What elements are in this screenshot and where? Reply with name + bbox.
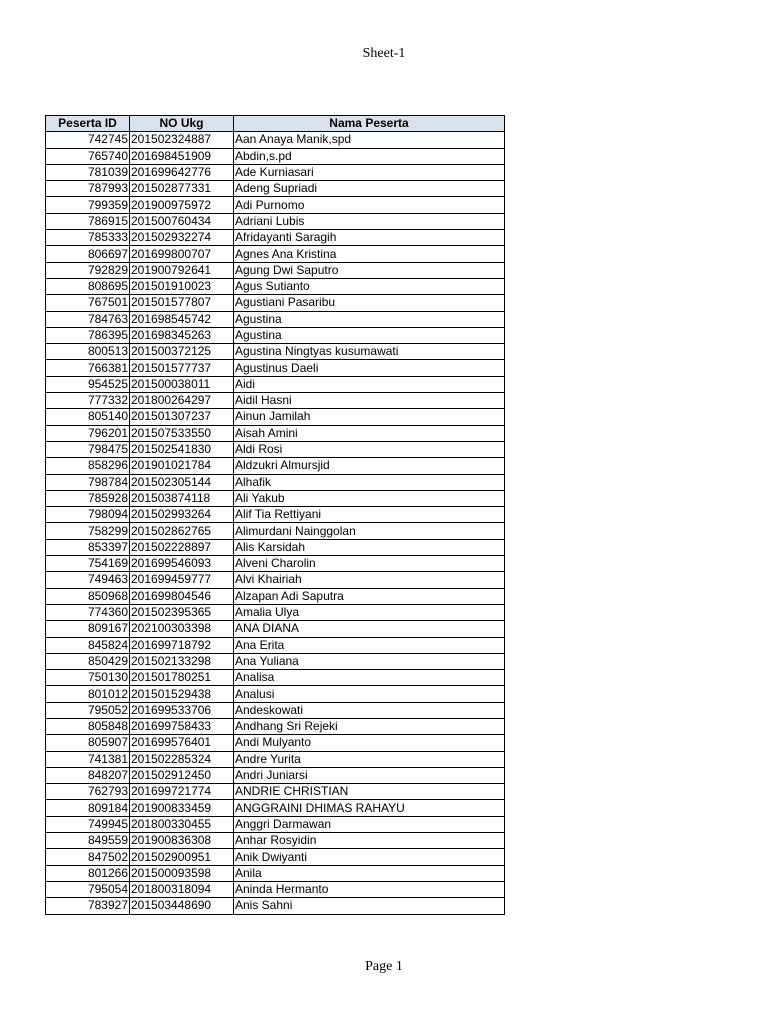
peserta-id-cell: 766381 — [46, 360, 130, 376]
nama-peserta-cell: Ana Yuliana — [234, 653, 505, 669]
peserta-id-cell: 809167 — [46, 621, 130, 637]
no-ukg-cell: 201800264297 — [130, 393, 234, 409]
nama-peserta-cell: Alif Tia Rettiyani — [234, 507, 505, 523]
table-row — [46, 653, 505, 669]
table-row — [46, 849, 505, 865]
peserta-id-cell: 785333 — [46, 230, 130, 246]
column-header-nama-peserta: Nama Peserta — [234, 116, 505, 132]
no-ukg-cell: 201900833459 — [130, 800, 234, 816]
table-row — [46, 588, 505, 604]
peserta-id-cell: 787993 — [46, 181, 130, 197]
peserta-id-cell: 799359 — [46, 197, 130, 213]
nama-peserta-cell: Alis Karsidah — [234, 539, 505, 555]
peserta-id-cell: 784763 — [46, 311, 130, 327]
nama-peserta-cell: Alveni Charolin — [234, 556, 505, 572]
no-ukg-cell: 201503448690 — [130, 898, 234, 914]
no-ukg-cell: 201501577737 — [130, 360, 234, 376]
no-ukg-cell: 201699546093 — [130, 556, 234, 572]
table-row — [46, 490, 505, 506]
peserta-id-cell: 792829 — [46, 262, 130, 278]
nama-peserta-cell: Agung Dwi Saputro — [234, 262, 505, 278]
no-ukg-cell: 201699576401 — [130, 735, 234, 751]
table-row — [46, 262, 505, 278]
no-ukg-cell: 201500760434 — [130, 213, 234, 229]
nama-peserta-cell: ANDRIE CHRISTIAN — [234, 784, 505, 800]
no-ukg-cell: 201501529438 — [130, 686, 234, 702]
nama-peserta-cell: Anis Sahni — [234, 898, 505, 914]
peserta-id-cell: 849559 — [46, 833, 130, 849]
nama-peserta-cell: Andri Juniarsi — [234, 767, 505, 783]
no-ukg-cell: 201699721774 — [130, 784, 234, 800]
peserta-id-cell: 801012 — [46, 686, 130, 702]
no-ukg-cell: 201502877331 — [130, 181, 234, 197]
no-ukg-cell: 202100303398 — [130, 621, 234, 637]
nama-peserta-cell: Aan Anaya Manik,spd — [234, 132, 505, 148]
peserta-id-cell: 749945 — [46, 816, 130, 832]
peserta-id-cell: 800513 — [46, 344, 130, 360]
no-ukg-cell: 201507533550 — [130, 425, 234, 441]
table-row — [46, 148, 505, 164]
column-header-no-ukg: NO Ukg — [130, 116, 234, 132]
nama-peserta-cell: Aidi — [234, 376, 505, 392]
nama-peserta-cell: Adeng Supriadi — [234, 181, 505, 197]
no-ukg-cell: 201699642776 — [130, 164, 234, 180]
peserta-id-cell: 774360 — [46, 604, 130, 620]
table-row — [46, 751, 505, 767]
table-row — [46, 458, 505, 474]
table-row — [46, 132, 505, 148]
no-ukg-cell: 201502900951 — [130, 849, 234, 865]
peserta-id-cell: 758299 — [46, 523, 130, 539]
peserta-id-cell: 809184 — [46, 800, 130, 816]
nama-peserta-cell: Amalia Ulya — [234, 604, 505, 620]
peserta-id-cell: 845824 — [46, 637, 130, 653]
no-ukg-cell: 201502305144 — [130, 474, 234, 490]
no-ukg-cell: 201698451909 — [130, 148, 234, 164]
table-row — [46, 246, 505, 262]
nama-peserta-cell: Aldzukri Almursjid — [234, 458, 505, 474]
nama-peserta-cell: Adi Purnomo — [234, 197, 505, 213]
peserta-id-cell: 853397 — [46, 539, 130, 555]
peserta-id-cell: 805848 — [46, 718, 130, 734]
table-row — [46, 865, 505, 881]
table-body — [46, 132, 505, 914]
table-row — [46, 604, 505, 620]
no-ukg-cell: 201800330455 — [130, 816, 234, 832]
peserta-id-cell: 850968 — [46, 588, 130, 604]
table-header-row — [46, 116, 505, 132]
nama-peserta-cell: ANGGRAINI DHIMAS RAHAYU — [234, 800, 505, 816]
no-ukg-cell: 201502862765 — [130, 523, 234, 539]
peserta-id-cell: 783927 — [46, 898, 130, 914]
peserta-id-cell: 858296 — [46, 458, 130, 474]
table-row — [46, 881, 505, 897]
nama-peserta-cell: Aidil Hasni — [234, 393, 505, 409]
table-row — [46, 344, 505, 360]
nama-peserta-cell: Ana Erita — [234, 637, 505, 653]
nama-peserta-cell: Alimurdani Nainggolan — [234, 523, 505, 539]
peserta-id-cell: 850429 — [46, 653, 130, 669]
no-ukg-cell: 201699800707 — [130, 246, 234, 262]
peserta-id-cell: 741381 — [46, 751, 130, 767]
peserta-id-cell: 786915 — [46, 213, 130, 229]
table-row — [46, 898, 505, 914]
peserta-id-cell: 847502 — [46, 849, 130, 865]
table-row — [46, 670, 505, 686]
no-ukg-cell: 201502395365 — [130, 604, 234, 620]
peserta-id-cell: 805140 — [46, 409, 130, 425]
sheet-title: Sheet-1 — [362, 46, 406, 61]
table-row — [46, 735, 505, 751]
table-row — [46, 230, 505, 246]
peserta-id-cell: 798094 — [46, 507, 130, 523]
nama-peserta-cell: Aninda Hermanto — [234, 881, 505, 897]
table-row — [46, 474, 505, 490]
no-ukg-cell: 201699718792 — [130, 637, 234, 653]
nama-peserta-cell: Aldi Rosi — [234, 441, 505, 457]
no-ukg-cell: 201699804546 — [130, 588, 234, 604]
nama-peserta-cell: ANA DIANA — [234, 621, 505, 637]
nama-peserta-cell: Agustina Ningtyas kusumawati — [234, 344, 505, 360]
no-ukg-cell: 201501577807 — [130, 295, 234, 311]
nama-peserta-cell: Anik Dwiyanti — [234, 849, 505, 865]
table-row — [46, 295, 505, 311]
nama-peserta-cell: Anhar Rosyidin — [234, 833, 505, 849]
table-row — [46, 556, 505, 572]
peserta-id-cell: 765740 — [46, 148, 130, 164]
no-ukg-cell: 201698545742 — [130, 311, 234, 327]
peserta-id-cell: 767501 — [46, 295, 130, 311]
no-ukg-cell: 201500038011 — [130, 376, 234, 392]
table-row — [46, 441, 505, 457]
column-header-peserta-id: Peserta ID — [46, 116, 130, 132]
nama-peserta-cell: Analisa — [234, 670, 505, 686]
no-ukg-cell: 201699533706 — [130, 702, 234, 718]
peserta-id-cell: 777332 — [46, 393, 130, 409]
peserta-id-cell: 754169 — [46, 556, 130, 572]
peserta-id-cell: 806697 — [46, 246, 130, 262]
no-ukg-cell: 201901021784 — [130, 458, 234, 474]
nama-peserta-cell: Agustiani Pasaribu — [234, 295, 505, 311]
nama-peserta-cell: Ade Kurniasari — [234, 164, 505, 180]
table-row — [46, 784, 505, 800]
nama-peserta-cell: Adriani Lubis — [234, 213, 505, 229]
peserta-id-cell: 848207 — [46, 767, 130, 783]
peserta-id-cell: 798475 — [46, 441, 130, 457]
no-ukg-cell: 201800318094 — [130, 881, 234, 897]
no-ukg-cell: 201500372125 — [130, 344, 234, 360]
no-ukg-cell: 201699459777 — [130, 572, 234, 588]
nama-peserta-cell: Alzapan Adi Saputra — [234, 588, 505, 604]
table-row — [46, 425, 505, 441]
nama-peserta-cell: Anggri Darmawan — [234, 816, 505, 832]
table-row — [46, 197, 505, 213]
no-ukg-cell: 201502324887 — [130, 132, 234, 148]
no-ukg-cell: 201501910023 — [130, 278, 234, 294]
no-ukg-cell: 201502285324 — [130, 751, 234, 767]
table-row — [46, 311, 505, 327]
no-ukg-cell: 201900792641 — [130, 262, 234, 278]
table-row — [46, 539, 505, 555]
peserta-id-cell: 786395 — [46, 327, 130, 343]
table-row — [46, 327, 505, 343]
no-ukg-cell: 201501780251 — [130, 670, 234, 686]
nama-peserta-cell: Anila — [234, 865, 505, 881]
nama-peserta-cell: Andhang Sri Rejeki — [234, 718, 505, 734]
table-row — [46, 637, 505, 653]
participant-table — [45, 115, 505, 915]
nama-peserta-cell: Agus Sutianto — [234, 278, 505, 294]
table-row — [46, 360, 505, 376]
nama-peserta-cell: Agustina — [234, 311, 505, 327]
nama-peserta-cell: Agnes Ana Kristina — [234, 246, 505, 262]
table-row — [46, 393, 505, 409]
table-row — [46, 686, 505, 702]
nama-peserta-cell: Ali Yakub — [234, 490, 505, 506]
no-ukg-cell: 201501307237 — [130, 409, 234, 425]
table-row — [46, 409, 505, 425]
no-ukg-cell: 201900975972 — [130, 197, 234, 213]
peserta-id-cell: 954525 — [46, 376, 130, 392]
no-ukg-cell: 201500093598 — [130, 865, 234, 881]
table-row — [46, 376, 505, 392]
peserta-id-cell: 801266 — [46, 865, 130, 881]
table-row — [46, 816, 505, 832]
peserta-id-cell: 742745 — [46, 132, 130, 148]
no-ukg-cell: 201502228897 — [130, 539, 234, 555]
nama-peserta-cell: Andre Yurita — [234, 751, 505, 767]
peserta-id-cell: 796201 — [46, 425, 130, 441]
nama-peserta-cell: Abdin,s.pd — [234, 148, 505, 164]
peserta-id-cell: 798784 — [46, 474, 130, 490]
nama-peserta-cell: Andi Mulyanto — [234, 735, 505, 751]
no-ukg-cell: 201502912450 — [130, 767, 234, 783]
table-row — [46, 718, 505, 734]
nama-peserta-cell: Alvi Khairiah — [234, 572, 505, 588]
peserta-id-cell: 762793 — [46, 784, 130, 800]
no-ukg-cell: 201503874118 — [130, 490, 234, 506]
nama-peserta-cell: Ainun Jamilah — [234, 409, 505, 425]
peserta-id-cell: 805907 — [46, 735, 130, 751]
page-number: Page 1 — [365, 959, 403, 974]
peserta-id-cell: 795054 — [46, 881, 130, 897]
no-ukg-cell: 201900836308 — [130, 833, 234, 849]
table-row — [46, 800, 505, 816]
nama-peserta-cell: Alhafik — [234, 474, 505, 490]
table-row — [46, 702, 505, 718]
table-row — [46, 181, 505, 197]
nama-peserta-cell: Agustinus Daeli — [234, 360, 505, 376]
no-ukg-cell: 201698345263 — [130, 327, 234, 343]
table-row — [46, 621, 505, 637]
nama-peserta-cell: Andeskowati — [234, 702, 505, 718]
nama-peserta-cell: Analusi — [234, 686, 505, 702]
no-ukg-cell: 201502133298 — [130, 653, 234, 669]
table-row — [46, 572, 505, 588]
peserta-id-cell: 750130 — [46, 670, 130, 686]
peserta-id-cell: 749463 — [46, 572, 130, 588]
peserta-id-cell: 808695 — [46, 278, 130, 294]
peserta-id-cell: 785928 — [46, 490, 130, 506]
table-row — [46, 213, 505, 229]
table-row — [46, 507, 505, 523]
table-row — [46, 833, 505, 849]
nama-peserta-cell: Agustina — [234, 327, 505, 343]
nama-peserta-cell: Aisah Amini — [234, 425, 505, 441]
no-ukg-cell: 201502541830 — [130, 441, 234, 457]
no-ukg-cell: 201502932274 — [130, 230, 234, 246]
no-ukg-cell: 201699758433 — [130, 718, 234, 734]
table-row — [46, 278, 505, 294]
nama-peserta-cell: Afridayanti Saragih — [234, 230, 505, 246]
peserta-id-cell: 781039 — [46, 164, 130, 180]
table-row — [46, 164, 505, 180]
table-row — [46, 767, 505, 783]
peserta-id-cell: 795052 — [46, 702, 130, 718]
no-ukg-cell: 201502993264 — [130, 507, 234, 523]
table-row — [46, 523, 505, 539]
